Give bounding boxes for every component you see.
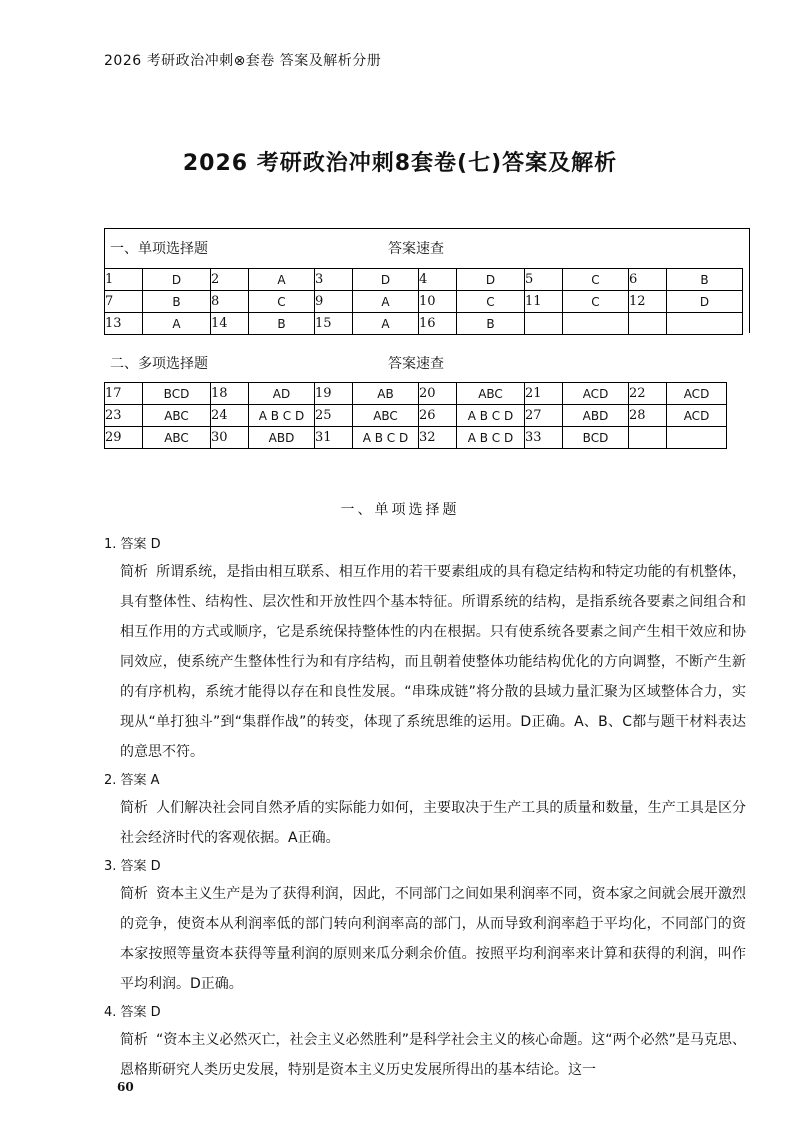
question-number: 5 (525, 269, 563, 291)
answer-analysis-body (104, 533, 746, 1087)
answer-cell: D (143, 269, 211, 291)
analysis-text: “资本主义必然灭亡，社会主义必然胜利”是科学社会主义的核心命题。这“两个必然”是马克思、恩格斯研究人类历史发展，特别是资本主义历史发展所得出的基本结论。这一 (120, 1032, 746, 1078)
answer-cell (667, 427, 727, 449)
analysis-paragraph (104, 557, 746, 767)
question-number: 22 (629, 383, 667, 405)
question-number: 10 (419, 291, 457, 313)
question-number: 15 (315, 313, 353, 335)
answer-cell: C (563, 291, 629, 313)
answer-cell: AD (249, 383, 315, 405)
question-number: 4 (419, 269, 457, 291)
answer-cell: ABD (249, 427, 315, 449)
table-row (105, 269, 743, 291)
question-number: 29 (105, 427, 143, 449)
answer-cell: A B C D (249, 405, 315, 427)
question-number: 28 (629, 405, 667, 427)
answer-cell: B (143, 291, 211, 313)
analysis-text: 人们解决社会同自然矛盾的实际能力如何，主要取决于生产工具的质量和数量，生产工具是区分社会经济时代的客观依据。A正确。 (120, 800, 746, 846)
answer-cell: A (353, 313, 419, 335)
answer-cell: ABC (143, 405, 211, 427)
question-number: 19 (315, 383, 353, 405)
answer-cell: A (249, 269, 315, 291)
question-number: 20 (419, 383, 457, 405)
question-number: 31 (315, 427, 353, 449)
question-number: 6 (629, 269, 667, 291)
answer-cell: ACD (667, 405, 727, 427)
question-number: 3 (315, 269, 353, 291)
running-header: 2026 考研政治冲刺⊗套卷 答案及解析分册 (104, 53, 382, 69)
question-number: 9 (315, 291, 353, 313)
answer-cell: D (457, 269, 525, 291)
analysis-label: 简析 (120, 886, 149, 902)
question-number (629, 427, 667, 449)
answer-cell: A (143, 313, 211, 335)
answer-cell: A B C D (457, 405, 525, 427)
answer-label: 1. 答案 D (104, 537, 161, 552)
analysis-label: 简析 (120, 564, 149, 580)
table-row (105, 313, 743, 335)
answer-cell: ACD (667, 383, 727, 405)
question-number: 25 (315, 405, 353, 427)
question-number: 16 (419, 313, 457, 335)
answer-cell (667, 313, 743, 335)
answer-cell: B (249, 313, 315, 335)
question-number: 30 (211, 427, 249, 449)
answer-cell: ABC (457, 383, 525, 405)
table-row (105, 427, 727, 449)
multiple-choice-answer-table (104, 382, 727, 449)
analysis-paragraph (104, 879, 746, 999)
answer-cell: C (563, 269, 629, 291)
answer-label: 4. 答案 D (104, 1005, 161, 1020)
table-row (105, 405, 727, 427)
analysis-text: 所谓系统，是指由相互联系、相互作用的若干要素组成的具有稳定结构和特定功能的有机整体，具有整体性、结构性、层次性和开放性四个基本特征。所谓系统的结构，是指系统各要素之间组合和相互作用的方式或顺序，它是系统保持整体性的内在根据。只有使系统各要素之间产生相干效应和协同效应，使系统产生整体性行为和有序结构，而且朝着使整体功能结构优化的方向调整，不断产生新的有序机构，系统才能得以存在和良性发展。“串珠成链”将分散的县域力量汇聚为区域整体合力，实现从“单打独斗”到“集群作战”的转变，体现了系统思维的运用。D正确。A、B、C都与题干材料表达的意思不符。 (120, 564, 746, 760)
question-number: 17 (105, 383, 143, 405)
answer-cell (563, 313, 629, 335)
answer-cell: ABC (353, 405, 419, 427)
question-number: 11 (525, 291, 563, 313)
question-number: 27 (525, 405, 563, 427)
answer-label: 2. 答案 A (104, 773, 160, 788)
question-number (525, 313, 563, 335)
section1-heading: 一、单项选择题 (110, 241, 208, 257)
section1-speed-label: 答案速查 (388, 241, 444, 257)
analysis-paragraph (104, 793, 746, 853)
analysis-label: 简析 (120, 800, 149, 816)
section2-heading: 二、多项选择题 (110, 356, 208, 372)
answer-cell: AB (353, 383, 419, 405)
question-number: 7 (105, 291, 143, 313)
answer-cell: ACD (563, 383, 629, 405)
question-number: 23 (105, 405, 143, 427)
table-row (105, 383, 727, 405)
answer-cell: BCD (563, 427, 629, 449)
answer-cell: A B C D (457, 427, 525, 449)
answer-cell: A (353, 291, 419, 313)
single-choice-answer-table (104, 268, 743, 335)
answer-cell: BCD (143, 383, 211, 405)
question-number: 21 (525, 383, 563, 405)
question-number: 33 (525, 427, 563, 449)
answer-cell: B (667, 269, 743, 291)
question-number: 12 (629, 291, 667, 313)
document-title: 2026 考研政治冲刺8套卷(七)答案及解析 (182, 151, 618, 176)
question-number: 13 (105, 313, 143, 335)
question-number: 2 (211, 269, 249, 291)
question-number: 1 (105, 269, 143, 291)
answer-cell: C (457, 291, 525, 313)
question-number: 32 (419, 427, 457, 449)
question-number: 14 (211, 313, 249, 335)
page-number: 60 (117, 1080, 134, 1094)
answer-cell: C (249, 291, 315, 313)
question-number: 24 (211, 405, 249, 427)
analysis-label: 简析 (120, 1032, 149, 1048)
table-row (105, 291, 743, 313)
answer-cell: B (457, 313, 525, 335)
question-number (629, 313, 667, 335)
analysis-text: 资本主义生产是为了获得利润，因此，不同部门之间如果利润率不同，资本家之间就会展开激烈的竞争，使资本从利润率低的部门转向利润率高的部门，从而导致利润率趋于平均化，不同部门的资本家按照等量资本获得等量利润的原则来瓜分剩余价值。按照平均利润率来计算和获得的利润，叫作平均利润。D正确。 (120, 886, 746, 992)
answer-cell: ABC (143, 427, 211, 449)
part-title: 一、单项选择题 (340, 502, 460, 518)
question-number: 8 (211, 291, 249, 313)
question-number: 26 (419, 405, 457, 427)
section2-speed-label: 答案速查 (388, 356, 444, 372)
answer-cell: D (667, 291, 743, 313)
analysis-paragraph (104, 1025, 746, 1085)
answer-cell: ABD (563, 405, 629, 427)
answer-cell: A B C D (353, 427, 419, 449)
answer-cell: D (353, 269, 419, 291)
answer-label: 3. 答案 D (104, 859, 161, 874)
question-number: 18 (211, 383, 249, 405)
